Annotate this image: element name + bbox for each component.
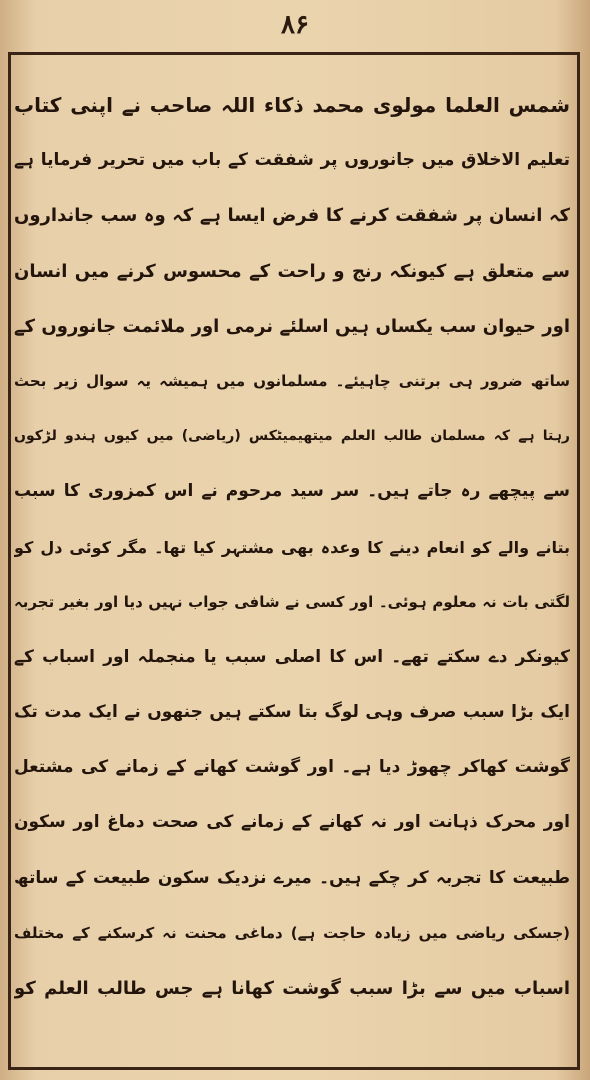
text-line-15: طبیعت کا تجربہ کر چکے ہیں۔ میرے نزدیک سکون طبیعت کے ساتھ <box>14 867 570 888</box>
text-line-12: ایک بڑا سبب صرف وہی لوگ بتا سکتے ہیں جنھوں نے ایک مدت تک <box>14 702 570 723</box>
text-line-5: اور حیوان سب یکساں ہیں اسلئے نرمی اور ملائمت جانوروں کے <box>14 315 570 337</box>
text-line-10: لگتی بات نہ معلوم ہوئی۔ اور کسی نے شافی جواب نہیں دیا اور بغیر تجربہ <box>14 592 570 611</box>
text-line-3: کہ انسان پر شفقت کرنے کا فرض ایسا ہے کہ وہ سب جانداروں <box>14 205 570 227</box>
text-line-16: (جسکی ریاضی میں زیادہ حاجت ہے) دماغی محنت نہ کرسکنے کے مختلف <box>14 923 570 942</box>
text-line-2: تعلیم الاخلاق میں جانوروں پر شفقت کے باب میں تحریر فرمایا ہے <box>14 150 570 171</box>
text-line-4: سے متعلق ہے کیونکہ رنج و راحت کے محسوس کرنے میں انسان <box>14 260 570 282</box>
text-line-9: بتانے والے کو انعام دینے کا وعدہ بھی مشتہر کیا تھا۔ مگر کوئی دل کو <box>14 537 570 557</box>
text-line-11: کیونکر دے سکتے تھے۔ اس کا اصلی سبب یا منجملہ اور اسباب کے <box>14 646 570 667</box>
text-line-17: اسباب میں سے بڑا سبب گوشت کھانا ہے جس طالب العلم کو <box>14 978 570 999</box>
text-line-1: شمس العلما مولوی محمد ذکاء اللہ صاحب نے اپنی کتاب <box>14 93 570 117</box>
page-number: ۸۶ <box>281 10 309 40</box>
text-line-8: سے پیچھے رہ جاتے ہیں۔ سر سید مرحوم نے اس کمزوری کا سبب <box>14 481 570 502</box>
text-line-14: اور محرک ذہانت اور نہ کھانے کے زمانے کی صحت دماغ اور سکون <box>14 812 570 833</box>
text-line-13: گوشت کھاکر چھوڑ دیا ہے۔ اور گوشت کھانے کے زمانے کی مشتعل <box>14 757 570 778</box>
text-line-7: رہتا ہے کہ مسلمان طالب العلم میتھیمیٹکس (ریاضی) میں کیوں ہندو لڑکوں <box>14 428 570 445</box>
body-text <box>14 78 570 1016</box>
text-line-6: ساتھ ضرور ہی برتنی چاہیئے۔ مسلمانوں میں ہمیشہ یہ سوال زیر بحث <box>14 371 570 390</box>
